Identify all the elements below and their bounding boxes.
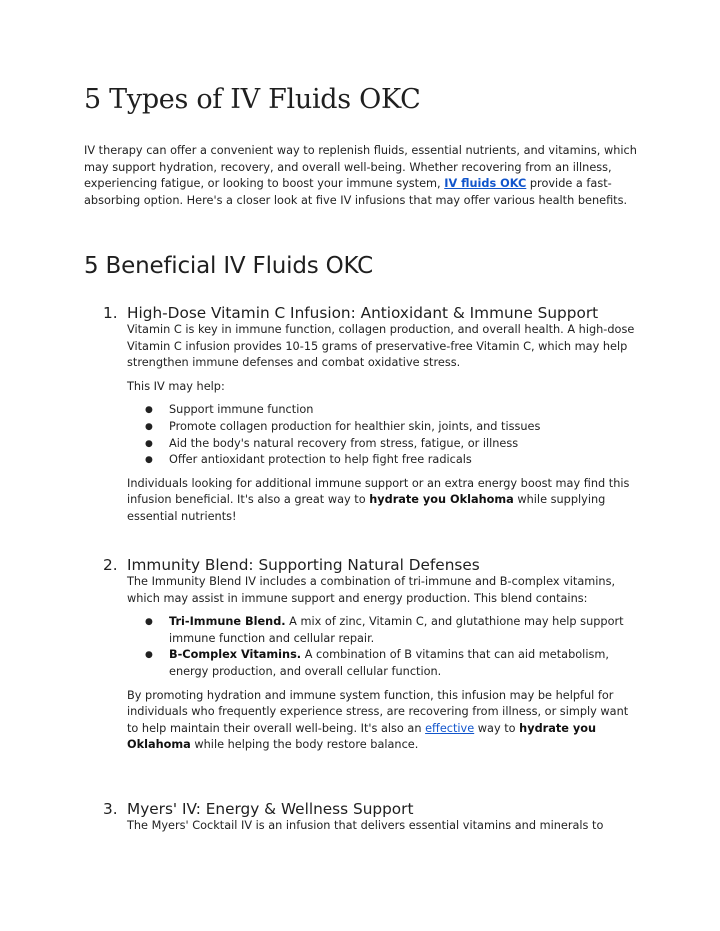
item-1-number: 1. — [103, 304, 118, 322]
bullet-item: ● B-Complex Vitamins. A combination of B vitamins that can aid metabolism, energy production, and overall cellular function. — [145, 648, 609, 678]
item-2-number: 2. — [103, 556, 118, 574]
list-item-1 — [103, 304, 643, 526]
item-1-closing: Individuals looking for additional immune support or an extra energy boost may find this infusion beneficial. It's also a great way to hydrate you Oklahoma while supplying essential nutrients! — [127, 476, 630, 523]
bullet-item: ● Promote collagen production for healthier skin, joints, and tissues — [127, 419, 643, 436]
bullet-icon: ● — [145, 438, 153, 449]
item-1-lead: This IV may help: — [127, 379, 225, 393]
item-1-heading — [103, 304, 643, 322]
section-heading: 5 Beneficial IV Fluids OKC — [84, 253, 374, 279]
bullet-icon: ● — [145, 455, 153, 466]
item-2-title: Immunity Blend: Supporting Natural Defenses — [127, 556, 480, 574]
bullet-item: ● Aid the body's natural recovery from stress, fatigue, or illness — [127, 436, 643, 453]
item-3-title: Myers' IV: Energy & Wellness Support — [127, 800, 414, 818]
item-2-heading — [103, 556, 643, 574]
hydrate-oklahoma-bold: hydrate you Oklahoma — [369, 493, 514, 507]
hydrate-oklahoma-bold: hydrate you Oklahoma — [127, 721, 597, 752]
intro-paragraph — [84, 143, 644, 209]
item-1-para: Vitamin C is key in immune function, collagen production, and overall health. A high-dose Vitamin C infusion provides 10-15 grams of preservative-free Vitamin C, which may help strengthen immune defenses and combat oxidative stress. — [127, 323, 635, 370]
iv-fluids-okc-link[interactable]: IV fluids OKC — [444, 177, 527, 191]
bullet-item: ● Offer antioxidant protection to help fight free radicals — [127, 452, 643, 469]
page-title: 5 Types of IV Fluids OKC — [84, 84, 421, 115]
bullet-icon: ● — [145, 617, 153, 628]
item-2-bullet-list — [127, 614, 643, 680]
item-1-bullet-list — [127, 402, 643, 468]
item-1-title: High-Dose Vitamin C Infusion: Antioxidant & Immune Support — [127, 304, 599, 322]
bullet-icon: ● — [145, 421, 153, 432]
item-3-heading — [103, 800, 643, 818]
item-3-para: The Myers' Cocktail IV is an infusion that delivers essential vitamins and minerals to — [127, 819, 604, 832]
bullet-icon: ● — [145, 650, 153, 661]
intro-text-after: provide a fast-absorbing option. Here's a closer look at five IV infusions that may offer various health benefits. — [84, 177, 628, 207]
list-item-3 — [103, 800, 643, 835]
bullet-item: ● Tri-Immune Blend. A mix of zinc, Vitamin C, and glutathione may help support immune function and cellular repair. — [145, 615, 624, 645]
effective-link[interactable]: effective — [425, 721, 475, 735]
item-2-para: The Immunity Blend IV includes a combination of tri-immune and B-complex vitamins, which may assist in immune support and energy production. This blend contains: — [127, 575, 616, 605]
intro-text-before: IV therapy can offer a convenient way to replenish fluids, essential nutrients, and vitamins, which may support hydration, recovery, and overall well-being. Whether recovering from an illness, experiencing fatigue, or looking to boost your immune system, — [84, 144, 637, 191]
item-2-closing: By promoting hydration and immune system function, this infusion may be helpful for individuals who frequently experience stress, are recovering from illness, or simply want to help maintain their overall well-being. It's also an effective way to hydrate you Oklahoma while helping the body restore balance. — [127, 688, 629, 752]
list-item-2 — [103, 556, 643, 754]
item-3-number: 3. — [103, 800, 118, 818]
bullet-item: ● Support immune function — [127, 402, 643, 419]
bullet-icon: ● — [145, 405, 153, 416]
